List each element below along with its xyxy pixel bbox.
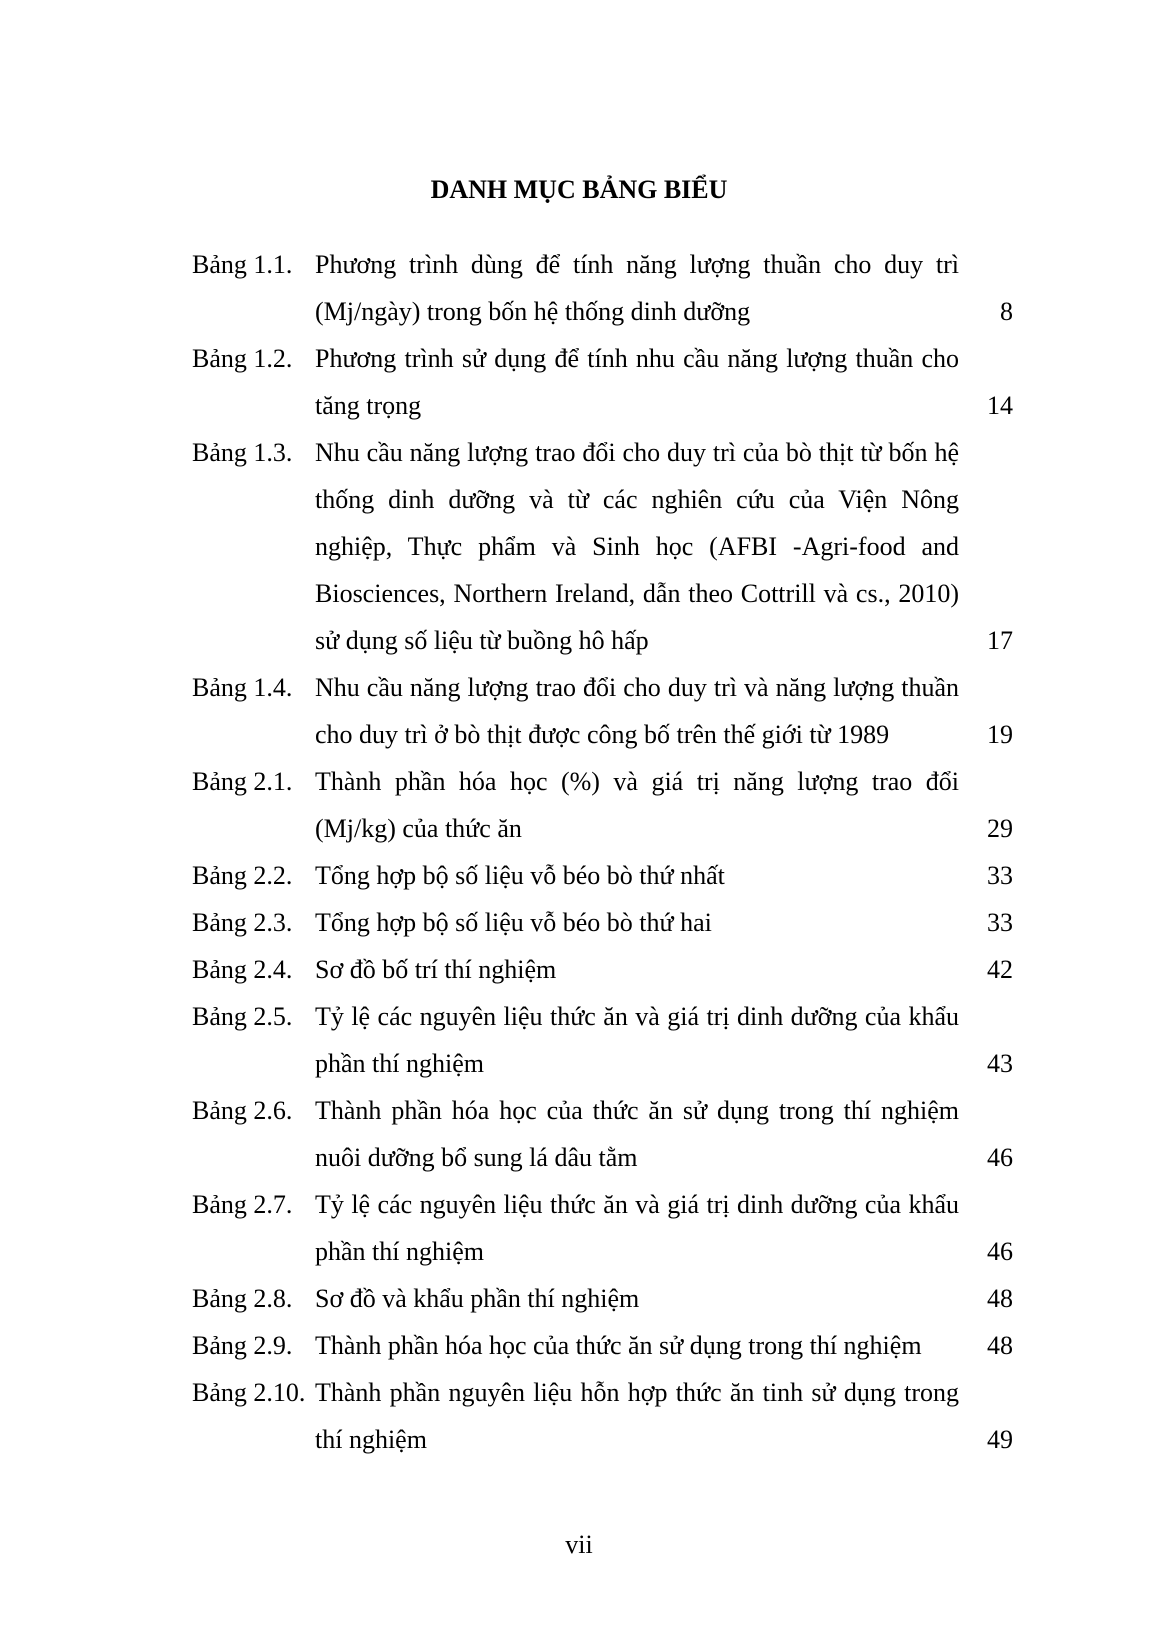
table-caption: Phương trình dùng để tính năng lượng thuần cho duy trì (Mj/ngày) trong bốn hệ thống dinh dưỡng xyxy=(315,250,959,326)
table-label: Bảng 2.2. xyxy=(192,861,293,890)
table-entry-2-9[interactable] xyxy=(0,1322,1158,1369)
table-entry-2-8[interactable] xyxy=(0,1275,1158,1322)
table-label: Bảng 2.10. xyxy=(192,1378,306,1407)
table-entry-2-7[interactable] xyxy=(0,1181,1158,1275)
page-ref: 33 xyxy=(987,908,1013,937)
page-number: vii xyxy=(565,1530,593,1559)
page-ref: 48 xyxy=(987,1331,1013,1360)
table-label: Bảng 2.3. xyxy=(192,908,293,937)
table-entry-1-4[interactable] xyxy=(0,664,1158,758)
table-label: Bảng 2.7. xyxy=(192,1190,293,1219)
table-caption: Tỷ lệ các nguyên liệu thức ăn và giá trị dinh dưỡng của khẩu phần thí nghiệm xyxy=(315,1190,959,1266)
table-label: Bảng 2.6. xyxy=(192,1096,293,1125)
table-label: Bảng 2.4. xyxy=(192,955,293,984)
page-ref: 14 xyxy=(987,391,1013,420)
table-label: Bảng 1.3. xyxy=(192,438,293,467)
table-caption: Phương trình sử dụng để tính nhu cầu năng lượng thuần cho tăng trọng xyxy=(315,344,959,420)
table-entry-2-6[interactable] xyxy=(0,1087,1158,1181)
table-entry-2-2[interactable] xyxy=(0,852,1158,899)
table-caption: Thành phần hóa học của thức ăn sử dụng trong thí nghiệm nuôi dưỡng bổ sung lá dâu tằm xyxy=(315,1096,959,1172)
table-caption: Sơ đồ và khẩu phần thí nghiệm xyxy=(315,1284,640,1313)
table-label: Bảng 2.1. xyxy=(192,767,293,796)
table-label: Bảng 1.1. xyxy=(192,250,293,279)
page-ref: 46 xyxy=(987,1143,1013,1172)
table-label: Bảng 1.4. xyxy=(192,673,293,702)
table-caption: Tỷ lệ các nguyên liệu thức ăn và giá trị dinh dưỡng của khẩu phần thí nghiệm xyxy=(315,1002,959,1078)
table-caption: Nhu cầu năng lượng trao đổi cho duy trì và năng lượng thuần cho duy trì ở bò thịt được công bố trên thế giới từ 1989 xyxy=(315,673,959,749)
table-label: Bảng 2.5. xyxy=(192,1002,293,1031)
table-label: Bảng 2.8. xyxy=(192,1284,293,1313)
table-caption: Tổng hợp bộ số liệu vỗ béo bò thứ nhất xyxy=(315,861,725,890)
page-ref: 48 xyxy=(987,1284,1013,1313)
page-ref: 17 xyxy=(987,626,1013,655)
table-label: Bảng 1.2. xyxy=(192,344,293,373)
table-entry-1-1[interactable] xyxy=(0,241,1158,335)
page-ref: 49 xyxy=(987,1425,1013,1454)
table-entry-1-2[interactable] xyxy=(0,335,1158,429)
table-entry-2-3[interactable] xyxy=(0,899,1158,946)
table-caption: Tổng hợp bộ số liệu vỗ béo bò thứ hai xyxy=(315,908,712,937)
table-list xyxy=(0,241,1158,1463)
table-entry-1-3[interactable] xyxy=(0,429,1158,664)
table-caption: Thành phần hóa học của thức ăn sử dụng trong thí nghiệm xyxy=(315,1331,922,1360)
table-entry-2-5[interactable] xyxy=(0,993,1158,1087)
page-ref: 8 xyxy=(1000,297,1013,326)
page-ref: 19 xyxy=(987,720,1013,749)
table-caption: Nhu cầu năng lượng trao đổi cho duy trì của bò thịt từ bốn hệ thống dinh dưỡng và từ các nghiên cứu của Viện Nông nghiệp, Thực phẩm và Sinh học (AFBI -Agri-food and Biosciences, Northern Ireland, dẫn theo Cottrill và cs., 2010) sử dụng số liệu từ buồng hô hấp xyxy=(315,438,959,655)
page-ref: 42 xyxy=(987,955,1013,984)
page-title: DANH MỤC BẢNG BIỂU xyxy=(430,175,728,204)
page-ref: 33 xyxy=(987,861,1013,890)
table-caption: Thành phần hóa học (%) và giá trị năng lượng trao đổi (Mj/kg) của thức ăn xyxy=(315,767,959,843)
page-ref: 46 xyxy=(987,1237,1013,1266)
page-ref: 43 xyxy=(987,1049,1013,1078)
table-caption: Sơ đồ bố trí thí nghiệm xyxy=(315,955,557,984)
table-label: Bảng 2.9. xyxy=(192,1331,293,1360)
table-entry-2-10[interactable] xyxy=(0,1369,1158,1463)
table-entry-2-1[interactable] xyxy=(0,758,1158,852)
page-ref: 29 xyxy=(987,814,1013,843)
table-entry-2-4[interactable] xyxy=(0,946,1158,993)
table-caption: Thành phần nguyên liệu hỗn hợp thức ăn tinh sử dụng trong thí nghiệm xyxy=(315,1378,959,1454)
